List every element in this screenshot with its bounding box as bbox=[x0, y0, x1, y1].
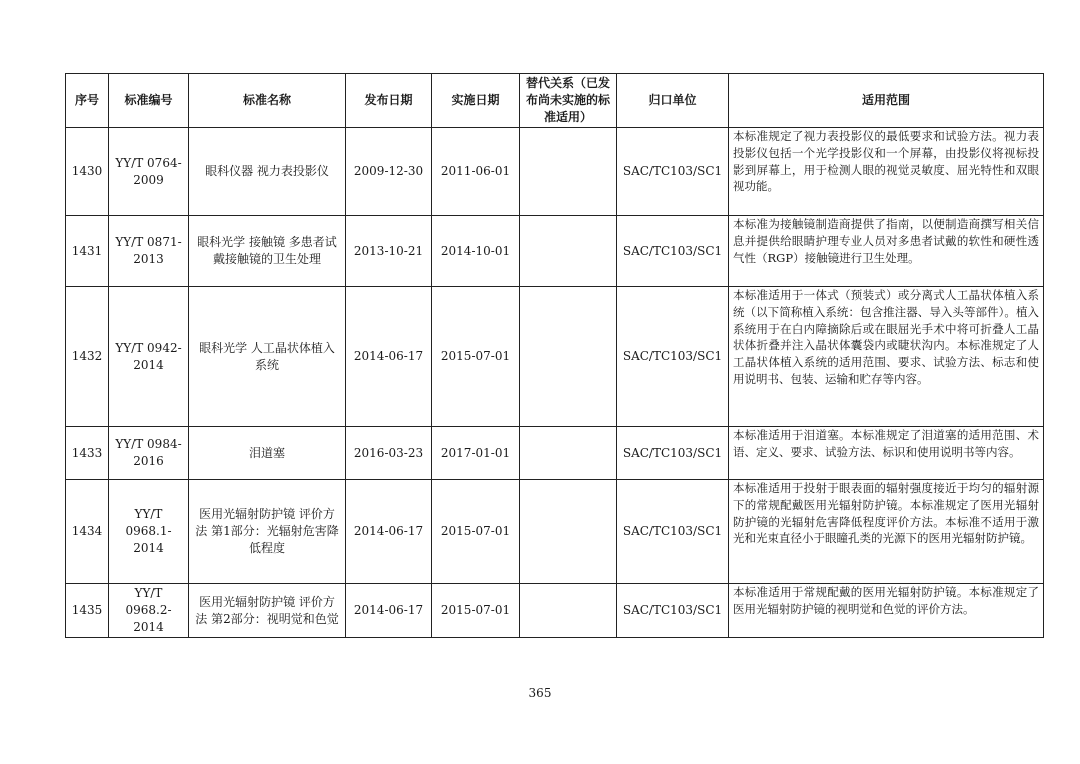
cell-publish-date: 2009-12-30 bbox=[346, 128, 432, 216]
cell-code: YY/T 0984-2016 bbox=[109, 427, 189, 480]
cell-publish-date: 2013-10-21 bbox=[346, 216, 432, 287]
cell-effective-date: 2014-10-01 bbox=[432, 216, 520, 287]
cell-unit: SAC/TC103/SC1 bbox=[617, 287, 729, 427]
cell-code: YY/T 0764-2009 bbox=[109, 128, 189, 216]
table-row bbox=[66, 287, 1044, 427]
cell-effective-date: 2017-01-01 bbox=[432, 427, 520, 480]
cell-no: 1435 bbox=[66, 584, 109, 638]
cell-scope: 本标准规定了视力表投影仪的最低要求和试验方法。视力表投影仪包括一个光学投影仪和一个屏幕，由投影仪将视标投影到屏幕上，用于检测人眼的视觉灵敏度、屈光特性和双眼视功能。 bbox=[729, 128, 1044, 216]
cell-replacement bbox=[520, 584, 617, 638]
cell-publish-date: 2014-06-17 bbox=[346, 584, 432, 638]
table-row bbox=[66, 584, 1044, 638]
cell-unit: SAC/TC103/SC1 bbox=[617, 480, 729, 584]
cell-replacement bbox=[520, 287, 617, 427]
cell-unit: SAC/TC103/SC1 bbox=[617, 216, 729, 287]
header-name: 标准名称 bbox=[189, 74, 346, 128]
cell-replacement bbox=[520, 216, 617, 287]
table-row bbox=[66, 427, 1044, 480]
cell-code: YY/T 0968.1-2014 bbox=[109, 480, 189, 584]
cell-scope: 本标准适用于常规配戴的医用光辐射防护镜。本标准规定了医用光辐射防护镜的视明觉和色觉的评价方法。 bbox=[729, 584, 1044, 638]
cell-no: 1434 bbox=[66, 480, 109, 584]
cell-no: 1430 bbox=[66, 128, 109, 216]
standards-table bbox=[65, 73, 1044, 638]
cell-scope: 本标准适用于一体式（预装式）或分离式人工晶状体植入系统（以下简称植入系统：包含推注器、导入头等部件）。植入系统用于在白内障摘除后或在眼屈光手术中将可折叠人工晶状体折叠并注入晶状体囊袋内或睫状沟内。本标准规定了人工晶状体植入系统的适用范围、要求、试验方法、标志和使用说明书、包装、运输和贮存等内容。 bbox=[729, 287, 1044, 427]
header-publish-date: 发布日期 bbox=[346, 74, 432, 128]
cell-name: 眼科光学 接触镜 多患者试戴接触镜的卫生处理 bbox=[189, 216, 346, 287]
cell-publish-date: 2014-06-17 bbox=[346, 287, 432, 427]
header-effective-date: 实施日期 bbox=[432, 74, 520, 128]
cell-replacement bbox=[520, 480, 617, 584]
table-row bbox=[66, 480, 1044, 584]
cell-publish-date: 2016-03-23 bbox=[346, 427, 432, 480]
cell-scope: 本标准为接触镜制造商提供了指南，以便制造商撰写相关信息并提供给眼睛护理专业人员对多患者试戴的软性和硬性透气性（RGP）接触镜进行卫生处理。 bbox=[729, 216, 1044, 287]
cell-no: 1433 bbox=[66, 427, 109, 480]
cell-effective-date: 2015-07-01 bbox=[432, 584, 520, 638]
cell-no: 1431 bbox=[66, 216, 109, 287]
cell-effective-date: 2015-07-01 bbox=[432, 287, 520, 427]
table-header-row bbox=[66, 74, 1044, 128]
cell-replacement bbox=[520, 427, 617, 480]
cell-name: 眼科仪器 视力表投影仪 bbox=[189, 128, 346, 216]
cell-effective-date: 2011-06-01 bbox=[432, 128, 520, 216]
cell-effective-date: 2015-07-01 bbox=[432, 480, 520, 584]
cell-no: 1432 bbox=[66, 287, 109, 427]
cell-unit: SAC/TC103/SC1 bbox=[617, 584, 729, 638]
page-number: 365 bbox=[528, 686, 552, 700]
header-no: 序号 bbox=[66, 74, 109, 128]
cell-name: 泪道塞 bbox=[189, 427, 346, 480]
cell-name: 医用光辐射防护镜 评价方法 第2部分：视明觉和色觉 bbox=[189, 584, 346, 638]
cell-scope: 本标准适用于泪道塞。本标准规定了泪道塞的适用范围、术语、定义、要求、试验方法、标识和使用说明书等内容。 bbox=[729, 427, 1044, 480]
cell-replacement bbox=[520, 128, 617, 216]
cell-scope: 本标准适用于投射于眼表面的辐射强度接近于均匀的辐射源下的常规配戴医用光辐射防护镜。本标准规定了医用光辐射防护镜的光辐射危害降低程度评价方法。本标准不适用于激光和光束直径小于眼瞳孔类的光源下的医用光辐射防护镜。 bbox=[729, 480, 1044, 584]
cell-unit: SAC/TC103/SC1 bbox=[617, 128, 729, 216]
cell-unit: SAC/TC103/SC1 bbox=[617, 427, 729, 480]
header-unit: 归口单位 bbox=[617, 74, 729, 128]
table-row bbox=[66, 216, 1044, 287]
cell-name: 医用光辐射防护镜 评价方法 第1部分：光辐射危害降低程度 bbox=[189, 480, 346, 584]
header-replacement: 替代关系（已发布尚未实施的标准适用） bbox=[520, 74, 617, 128]
header-scope: 适用范围 bbox=[729, 74, 1044, 128]
cell-name: 眼科光学 人工晶状体植入系统 bbox=[189, 287, 346, 427]
cell-code: YY/T 0968.2-2014 bbox=[109, 584, 189, 638]
table-row bbox=[66, 128, 1044, 216]
header-code: 标准编号 bbox=[109, 74, 189, 128]
cell-publish-date: 2014-06-17 bbox=[346, 480, 432, 584]
cell-code: YY/T 0871-2013 bbox=[109, 216, 189, 287]
cell-code: YY/T 0942-2014 bbox=[109, 287, 189, 427]
